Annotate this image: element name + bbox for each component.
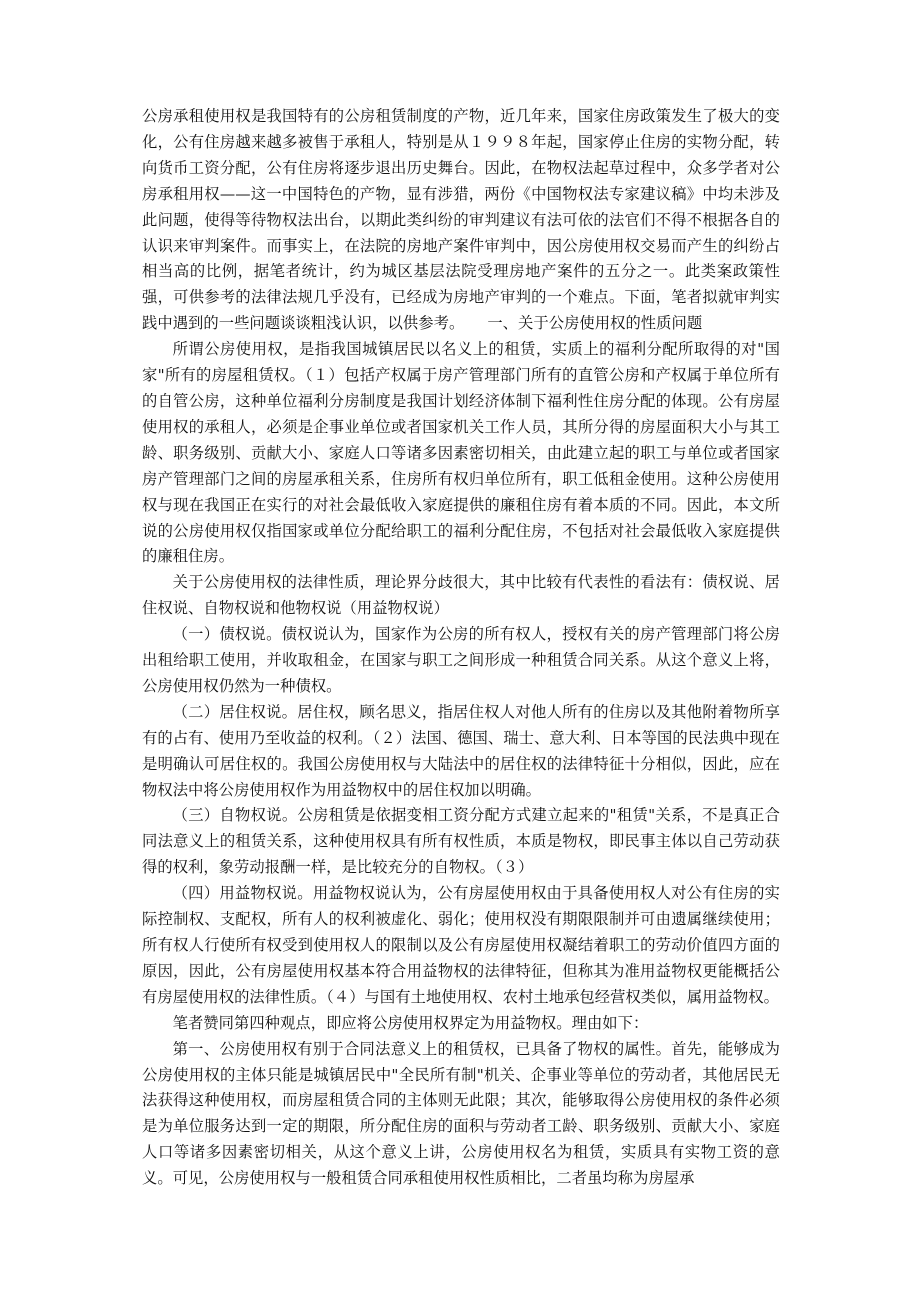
- paragraph-7: （四）用益物权说。用益物权说认为，公有房屋使用权由于具备使用权人对公有住房的实际控制权、支配权，所有人的权利被虚化、弱化；使用权没有期限限制并可由遗属继续使用；所有权人行使所有权受到使用权人的限制以及公有房屋使用权凝结着职工的劳动价值四方面的原因，因此，公有房屋使用权基本符合用益物权的法律特征，但称其为准用益物权更能概括公有房屋使用权的法律性质。（４）与国有土地使用权、农村土地承包经营权类似，属用益物权。: [142, 884, 780, 1006]
- paragraph-1: 公房承租使用权是我国特有的公房租赁制度的产物，近几年来，国家住房政策发生了极大的变化，公有住房越来越多被售于承租人，特别是从１９９８年起，国家停止住房的实物分配，转向货币工资分配，公有住房将逐步退出历史舞台。因此，在物权法起草过程中，众多学者对公房承租用权——这一中国特色的产物，显有涉猎，两份《中国物权法专家建议稿》中均未涉及此问题，使得等待物权法出台，以期此类纠纷的审判建议有法可依的法官们不得不根据各自的认识来审判案件。而事实上，在法院的房地产案件审判中，因公房使用权交易而产生的纠纷占相当高的比例，据笔者统计，约为城区基层法院受理房地产案件的五分之一。此类案政策性强，可供参考的法律法规几乎没有，已经成为房地产审判的一个难点。下面，笔者拟就审判实践中遇到的一些问题谈谈粗浅认识，以供参考。 一、关于公房使用权的性质问题: [142, 107, 780, 333]
- paragraph-8: 笔者赞同第四种观点，即应将公房使用权界定为用益物权。理由如下：: [172, 1013, 649, 1032]
- document-body-text: [142, 104, 780, 1192]
- paragraph-2: 所谓公房使用权，是指我国城镇居民以名义上的租赁，实质上的福利分配所取得的对"国家"所有的房屋租赁权。（１）包括产权属于房产管理部门所有的直管公房和产权属于单位所有的自管公房，这种单位福利分房制度是我国计划经济体制下福利性住房分配的体现。公有房屋使用权的承租人，必须是企事业单位或者国家机关工作人员，其所分得的房屋面积大小与其工龄、职务级别、贡献大小、家庭人口等诸多因素密切相关，由此建立起的职工与单位或者国家房产管理部门之间的房屋承租关系，住房所有权归单位所有，职工低租金使用。这种公房使用权与现在我国正在实行的对社会最低收入家庭提供的廉租住房有着本质的不同。因此，本文所说的公房使用权仅指国家或单位分配给职工的福利分配住房，不包括对社会最低收入家庭提供的廉租住房。: [142, 340, 780, 566]
- paragraph-3: 关于公房使用权的法律性质，理论界分歧很大，其中比较有代表性的看法有：债权说、居住权说、自物权说和他物权说（用益物权说）: [142, 573, 780, 618]
- paragraph-6: （三）自物权说。公房租赁是依据变相工资分配方式建立起来的"租赁"关系，不是真正合同法意义上的租赁关系，这种使用权具有所有权性质，本质是物权，即民事主体以自己劳动获得的权利，象劳动报酬一样，是比较充分的自物权。（３）: [142, 806, 780, 877]
- paragraph-5: （二）居住权说。居住权，顾名思义，指居住权人对他人所有的住房以及其他附着物所享有的占有、使用乃至收益的权利。（２）法国、德国、瑞士、意大利、日本等国的民法典中现在是明确认可居住权的。我国公房使用权与大陆法中的居住权的法律特征十分相似，因此，应在物权法中将公房使用权作为用益物权中的居住权加以明确。: [142, 702, 780, 799]
- paragraph-9: 第一、公房使用权有别于合同法意义上的租赁权，已具备了物权的属性。首先，能够成为公房使用权的主体只能是城镇居民中"全民所有制"机关、企事业等单位的劳动者，其他居民无法获得这种使用权，而房屋租赁合同的主体则无此限；其次，能够取得公房使用权的条件必须是为单位服务达到一定的期限，所分配住房的面积与劳动者工龄、职务级别、贡献大小、家庭人口等诸多因素密切相关，从这个意义上讲，公房使用权名为租赁，实质具有实物工资的意义。可见，公房使用权与一般租赁合同承租使用权性质相比，二者虽均称为房屋承: [142, 1039, 780, 1188]
- paragraph-4: （一）债权说。债权说认为，国家作为公房的所有权人，授权有关的房产管理部门将公房出租给职工使用，并收取租金，在国家与职工之间形成一种租赁合同关系。从这个意义上将，公房使用权仍然为一种债权。: [142, 625, 780, 695]
